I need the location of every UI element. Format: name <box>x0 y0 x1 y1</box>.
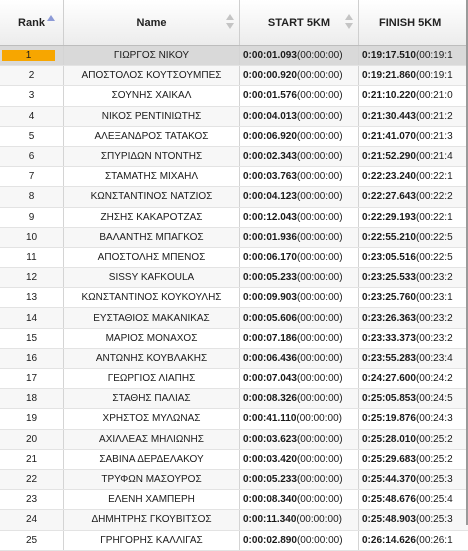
name-cell: ΓΕΩΡΓΙΟΣ ΛΙΑΠΗΣ <box>64 369 240 388</box>
rank-value: 6 <box>28 151 35 163</box>
finish-time-extra: (00:22:2 <box>415 191 453 203</box>
rank-cell <box>0 107 64 126</box>
finish-time-extra: (00:23:2 <box>415 312 453 324</box>
start-time-cell <box>240 450 359 469</box>
name-cell: ΕΛΕΝΗ ΧΑΜΠΕΡΗ <box>64 490 240 509</box>
start-time-value: 0:00:12.043 <box>243 211 297 223</box>
start-time-extra: (00:00:00) <box>296 211 343 223</box>
finish-time-cell <box>359 329 468 348</box>
name-cell: ΣΠΥΡΙΔΩΝ ΝΤΟΝΤΗΣ <box>64 147 240 166</box>
sort-icon[interactable] <box>226 14 235 30</box>
start-time-cell <box>240 430 359 449</box>
start-time-cell <box>240 208 359 227</box>
finish-time-extra: (00:25:3 <box>415 514 453 526</box>
rank-cell <box>0 409 64 428</box>
start-time-cell <box>240 248 359 267</box>
finish-time-cell <box>359 167 468 186</box>
name-cell: ΓΡΗΓΟΡΗΣ ΚΑΛΛΙΓΑΣ <box>64 531 240 550</box>
finish-time-extra: (00:21:3 <box>415 130 453 142</box>
table-row[interactable] <box>0 308 468 328</box>
rank-cell <box>0 208 64 227</box>
rank-value: 17 <box>25 373 38 385</box>
start-time-extra: (00:00:00) <box>296 413 342 425</box>
start-time-extra: (00:00:00) <box>296 393 343 405</box>
name-cell: ΧΡΗΣΤΟΣ ΜΥΛΩΝΑΣ <box>64 409 240 428</box>
table-row[interactable] <box>0 268 468 288</box>
start-time-extra: (00:00:00) <box>296 171 343 183</box>
finish-time-cell <box>359 66 468 85</box>
start-time-value: 0:00:05.233 <box>243 272 297 284</box>
table-row[interactable] <box>0 147 468 167</box>
column-header-start[interactable] <box>240 0 359 45</box>
name-cell: ΣΟΥΝΗΣ ΧΑΙΚΑΛ <box>64 86 240 105</box>
finish-time-value: 0:25:48.903 <box>362 514 416 526</box>
start-time-extra: (00:00:00) <box>296 272 343 284</box>
name-cell: ΚΩΝΣΤΑΝΤΙΝΟΣ ΚΟΥΚΟΥΛΗΣ <box>64 288 240 307</box>
finish-time-value: 0:21:52.290 <box>362 151 416 163</box>
finish-time-extra: (00:23:2 <box>415 332 453 344</box>
finish-time-extra: (00:19:1 <box>415 70 453 82</box>
name-cell: ΑΝΤΩΝΗΣ ΚΟΥΒΛΑΚΗΣ <box>64 349 240 368</box>
name-cell: ΕΥΣΤΑΘΙΟΣ ΜΑΚΑΝΙΚΑΣ <box>64 308 240 327</box>
start-time-value: 0:00:08.326 <box>243 393 297 405</box>
sort-icon[interactable] <box>345 14 354 30</box>
rank-value: 9 <box>28 211 35 223</box>
finish-time-value: 0:21:10.220 <box>362 90 416 102</box>
finish-time-cell <box>359 389 468 408</box>
finish-time-cell <box>359 46 468 65</box>
table-header <box>0 0 468 46</box>
start-time-extra: (00:00:00) <box>296 514 342 526</box>
finish-time-value: 0:25:28.010 <box>362 433 416 445</box>
finish-time-value: 0:25:29.683 <box>362 453 416 465</box>
finish-time-extra: (00:26:1 <box>415 534 453 546</box>
start-time-extra: (00:00:00) <box>296 50 343 62</box>
rank-cell <box>0 228 64 247</box>
table-row[interactable] <box>0 167 468 187</box>
table-row[interactable] <box>0 450 468 470</box>
finish-time-extra: (00:22:5 <box>415 251 453 263</box>
finish-time-value: 0:25:05.853 <box>362 393 416 405</box>
name-cell: ΖΗΣΗΣ ΚΑΚΑΡΟΤΖΑΣ <box>64 208 240 227</box>
start-time-extra: (00:00:00) <box>296 453 343 465</box>
start-time-extra: (00:00:00) <box>296 130 343 142</box>
start-time-value: 0:00:08.340 <box>243 494 297 506</box>
rank-cell <box>0 308 64 327</box>
start-time-extra: (00:00:00) <box>296 433 343 445</box>
rank-value: 16 <box>25 352 38 364</box>
start-time-value: 0:00:03.763 <box>243 171 297 183</box>
finish-time-value: 0:23:05.516 <box>362 251 416 263</box>
finish-time-cell <box>359 127 468 146</box>
rank-value: 4 <box>28 110 35 122</box>
start-time-cell <box>240 409 359 428</box>
rank-value: 19 <box>25 413 38 425</box>
finish-time-cell <box>359 369 468 388</box>
finish-time-value: 0:25:44.370 <box>362 474 416 486</box>
finish-time-value: 0:23:25.760 <box>362 292 416 304</box>
start-time-value: 0:00:07.043 <box>243 373 297 385</box>
column-header-start-label: START 5KM <box>267 16 331 29</box>
rank-cell <box>0 510 64 529</box>
rank-cell <box>0 349 64 368</box>
start-time-value: 0:00:05.233 <box>243 474 297 486</box>
table-row[interactable] <box>0 490 468 510</box>
table-body <box>0 46 468 551</box>
start-time-cell <box>240 127 359 146</box>
rank-value: 14 <box>25 312 38 324</box>
start-time-cell <box>240 349 359 368</box>
finish-time-extra: (00:24:2 <box>415 373 453 385</box>
name-cell: ΣΤΑΜΑΤΗΣ ΜΙΧΑΗΛ <box>64 167 240 186</box>
start-time-cell <box>240 147 359 166</box>
finish-time-cell <box>359 228 468 247</box>
start-time-value: 0:00:06.920 <box>243 130 297 142</box>
start-time-value: 0:00:11.340 <box>243 514 297 526</box>
name-cell: ΤΡΥΦΩΝ ΜΑΣΟΥΡΟΣ <box>64 470 240 489</box>
start-time-value: 0:00:41.110 <box>243 413 297 425</box>
rank-value: 13 <box>25 292 38 304</box>
start-time-extra: (00:00:00) <box>296 373 343 385</box>
start-time-cell <box>240 228 359 247</box>
start-time-cell <box>240 107 359 126</box>
finish-time-extra: (00:22:1 <box>415 171 453 183</box>
start-time-extra: (00:00:00) <box>296 474 343 486</box>
rank-value: 21 <box>25 453 38 465</box>
finish-time-cell <box>359 107 468 126</box>
rank-cell <box>0 450 64 469</box>
finish-time-extra: (00:25:4 <box>415 494 453 506</box>
start-time-extra: (00:00:00) <box>296 90 343 102</box>
finish-time-value: 0:23:55.283 <box>362 352 416 364</box>
finish-time-extra: (00:24:3 <box>415 413 453 425</box>
sort-ascending-icon[interactable] <box>47 15 55 21</box>
rank-value: 15 <box>25 332 38 344</box>
start-time-cell <box>240 268 359 287</box>
finish-time-value: 0:19:21.860 <box>362 70 416 82</box>
start-time-extra: (00:00:00) <box>296 110 343 122</box>
name-cell: ΒΑΛΑΝΤΗΣ ΜΠΑΓΚΟΣ <box>64 228 240 247</box>
start-time-value: 0:00:02.890 <box>243 534 297 546</box>
finish-time-value: 0:25:48.676 <box>362 494 416 506</box>
finish-time-extra: (00:19:1 <box>415 50 453 62</box>
rank-value: 1 <box>2 50 55 61</box>
finish-time-value: 0:25:19.876 <box>362 413 416 425</box>
finish-time-value: 0:24:27.600 <box>362 373 416 385</box>
start-time-cell <box>240 470 359 489</box>
table-row[interactable] <box>0 288 468 308</box>
column-header-name-label: Name <box>136 16 167 29</box>
rank-cell <box>0 248 64 267</box>
rank-cell <box>0 66 64 85</box>
start-time-value: 0:00:01.093 <box>243 50 297 62</box>
rank-cell <box>0 167 64 186</box>
table-row[interactable] <box>0 510 468 530</box>
finish-time-cell <box>359 349 468 368</box>
table-row[interactable] <box>0 107 468 127</box>
finish-time-cell <box>359 187 468 206</box>
start-time-cell <box>240 167 359 186</box>
finish-time-extra: (00:25:2 <box>415 433 453 445</box>
name-cell: ΑΧΙΛΛΕΑΣ ΜΗΛΙΩΝΗΣ <box>64 430 240 449</box>
table-row[interactable] <box>0 127 468 147</box>
rank-cell <box>0 531 64 550</box>
finish-time-extra: (00:23:4 <box>415 352 453 364</box>
start-time-cell <box>240 369 359 388</box>
rank-cell <box>0 46 64 65</box>
start-time-value: 0:00:04.013 <box>243 110 297 122</box>
table-row[interactable] <box>0 389 468 409</box>
rank-value: 3 <box>28 90 35 102</box>
start-time-cell <box>240 66 359 85</box>
finish-time-cell <box>359 248 468 267</box>
column-header-rank-label: Rank <box>18 16 45 29</box>
table-row[interactable] <box>0 409 468 429</box>
start-time-cell <box>240 86 359 105</box>
name-cell: ΜΑΡΙΟΣ ΜΟΝΑΧΟΣ <box>64 329 240 348</box>
finish-time-value: 0:22:55.210 <box>362 231 416 243</box>
finish-time-cell <box>359 308 468 327</box>
rank-value: 10 <box>25 231 38 243</box>
table-row[interactable] <box>0 86 468 106</box>
rank-cell <box>0 127 64 146</box>
name-cell: ΑΛΕΞΑΝΔΡΟΣ ΤΑΤΑΚΟΣ <box>64 127 240 146</box>
finish-time-cell <box>359 450 468 469</box>
start-time-value: 0:00:01.936 <box>243 231 297 243</box>
start-time-value: 0:00:03.623 <box>243 433 297 445</box>
start-time-value: 0:00:04.123 <box>243 191 297 203</box>
start-time-extra: (00:00:00) <box>296 312 343 324</box>
start-time-cell <box>240 329 359 348</box>
rank-value: 2 <box>28 70 35 82</box>
finish-time-value: 0:22:27.643 <box>362 191 416 203</box>
finish-time-cell <box>359 288 468 307</box>
start-time-extra: (00:00:00) <box>296 534 343 546</box>
start-time-extra: (00:00:00) <box>296 494 343 506</box>
start-time-value: 0:00:06.170 <box>243 251 297 263</box>
finish-time-extra: (00:24:5 <box>415 393 453 405</box>
finish-time-value: 0:23:33.373 <box>362 332 416 344</box>
start-time-cell <box>240 46 359 65</box>
start-time-cell <box>240 389 359 408</box>
name-cell: ΣΑΒΙΝΑ ΔΕΡΔΕΛΑΚΟΥ <box>64 450 240 469</box>
finish-time-value: 0:26:14.626 <box>362 534 416 546</box>
table-row[interactable] <box>0 430 468 450</box>
start-time-extra: (00:00:00) <box>296 231 343 243</box>
rank-value: 7 <box>28 171 35 183</box>
finish-time-cell <box>359 268 468 287</box>
name-cell: ΑΠΟΣΤΟΛΗΣ ΜΠΕΝΟΣ <box>64 248 240 267</box>
finish-time-extra: (00:22:1 <box>415 211 453 223</box>
start-time-extra: (00:00:00) <box>296 151 343 163</box>
table-row[interactable] <box>0 248 468 268</box>
start-time-extra: (00:00:00) <box>296 251 343 263</box>
finish-time-cell <box>359 510 468 529</box>
table-row[interactable] <box>0 187 468 207</box>
rank-value: 20 <box>25 433 38 445</box>
rank-value: 11 <box>26 251 37 263</box>
finish-time-cell <box>359 470 468 489</box>
finish-time-cell <box>359 147 468 166</box>
rank-cell <box>0 187 64 206</box>
finish-time-value: 0:19:17.510 <box>362 50 416 62</box>
name-cell: ΚΩΝΣΤΑΝΤΙΝΟΣ ΝΑΤΖΙΟΣ <box>64 187 240 206</box>
rank-cell <box>0 268 64 287</box>
column-header-name[interactable] <box>64 0 240 45</box>
finish-time-extra: (00:22:5 <box>415 231 453 243</box>
table-row[interactable] <box>0 228 468 248</box>
name-cell: ΑΠΟΣΤΟΛΟΣ ΚΟΥΤΣΟΥΜΠΕΣ <box>64 66 240 85</box>
name-cell: ΝΙΚΟΣ ΡΕΝΤΙΝΙΩΤΗΣ <box>64 107 240 126</box>
finish-time-extra: (00:25:2 <box>415 453 453 465</box>
start-time-value: 0:00:01.576 <box>243 90 297 102</box>
start-time-cell <box>240 308 359 327</box>
rank-value: 22 <box>25 474 38 486</box>
finish-time-value: 0:21:30.443 <box>362 110 416 122</box>
rank-value: 5 <box>28 130 35 142</box>
start-time-value: 0:00:09.903 <box>243 292 297 304</box>
rank-value: 23 <box>25 494 38 506</box>
rank-value: 24 <box>25 514 38 526</box>
rank-value: 25 <box>25 534 38 546</box>
rank-cell <box>0 430 64 449</box>
start-time-extra: (00:00:00) <box>296 70 343 82</box>
finish-time-cell <box>359 531 468 550</box>
column-header-finish[interactable] <box>359 0 468 45</box>
rank-cell <box>0 369 64 388</box>
start-time-extra: (00:00:00) <box>296 332 343 344</box>
start-time-value: 0:00:06.436 <box>243 352 297 364</box>
finish-time-cell <box>359 208 468 227</box>
table-row[interactable] <box>0 46 468 66</box>
name-cell: ΓΙΩΡΓΟΣ ΝΙΚΟΥ <box>64 46 240 65</box>
finish-time-extra: (00:21:0 <box>415 90 453 102</box>
table-row[interactable] <box>0 329 468 349</box>
start-time-value: 0:00:02.343 <box>243 151 297 163</box>
start-time-value: 0:00:00.920 <box>243 70 297 82</box>
table-row[interactable] <box>0 369 468 389</box>
start-time-extra: (00:00:00) <box>296 191 343 203</box>
start-time-cell <box>240 531 359 550</box>
rank-cell <box>0 147 64 166</box>
finish-time-cell <box>359 86 468 105</box>
finish-time-cell <box>359 490 468 509</box>
start-time-cell <box>240 187 359 206</box>
table-row[interactable] <box>0 349 468 369</box>
name-cell: ΔΗΜΗΤΡΗΣ ΓΚΟΥΒΙΤΣΟΣ <box>64 510 240 529</box>
table-row[interactable] <box>0 208 468 228</box>
finish-time-extra: (00:25:3 <box>415 474 453 486</box>
table-row[interactable] <box>0 531 468 551</box>
start-time-value: 0:00:03.420 <box>243 453 297 465</box>
rank-cell <box>0 86 64 105</box>
start-time-value: 0:00:07.186 <box>243 332 297 344</box>
finish-time-extra: (00:21:2 <box>415 110 453 122</box>
table-row[interactable] <box>0 470 468 490</box>
rank-value: 12 <box>25 272 38 284</box>
rank-cell <box>0 288 64 307</box>
finish-time-value: 0:23:25.533 <box>362 272 416 284</box>
finish-time-value: 0:22:23.240 <box>362 171 416 183</box>
rank-value: 18 <box>25 393 38 405</box>
rank-cell <box>0 470 64 489</box>
finish-time-cell <box>359 430 468 449</box>
rank-cell <box>0 490 64 509</box>
name-cell: SISSY KAFKOULA <box>64 268 240 287</box>
rank-cell <box>0 329 64 348</box>
start-time-value: 0:00:05.606 <box>243 312 297 324</box>
start-time-extra: (00:00:00) <box>296 292 343 304</box>
column-header-rank[interactable] <box>0 0 64 45</box>
finish-time-value: 0:22:29.193 <box>362 211 416 223</box>
rank-cell <box>0 389 64 408</box>
table-row[interactable] <box>0 66 468 86</box>
finish-time-extra: (00:23:2 <box>415 272 453 284</box>
name-cell: ΣΤΑΘΗΣ ΠΑΛΙΑΣ <box>64 389 240 408</box>
finish-time-extra: (00:23:1 <box>415 292 453 304</box>
finish-time-cell <box>359 409 468 428</box>
finish-time-value: 0:21:41.070 <box>362 130 416 142</box>
start-time-cell <box>240 510 359 529</box>
column-header-finish-label: FINISH 5KM <box>379 16 442 29</box>
start-time-extra: (00:00:00) <box>296 352 343 364</box>
finish-time-value: 0:23:26.363 <box>362 312 416 324</box>
finish-time-extra: (00:21:4 <box>415 151 453 163</box>
start-time-cell <box>240 288 359 307</box>
start-time-cell <box>240 490 359 509</box>
rank-value: 8 <box>28 191 35 203</box>
